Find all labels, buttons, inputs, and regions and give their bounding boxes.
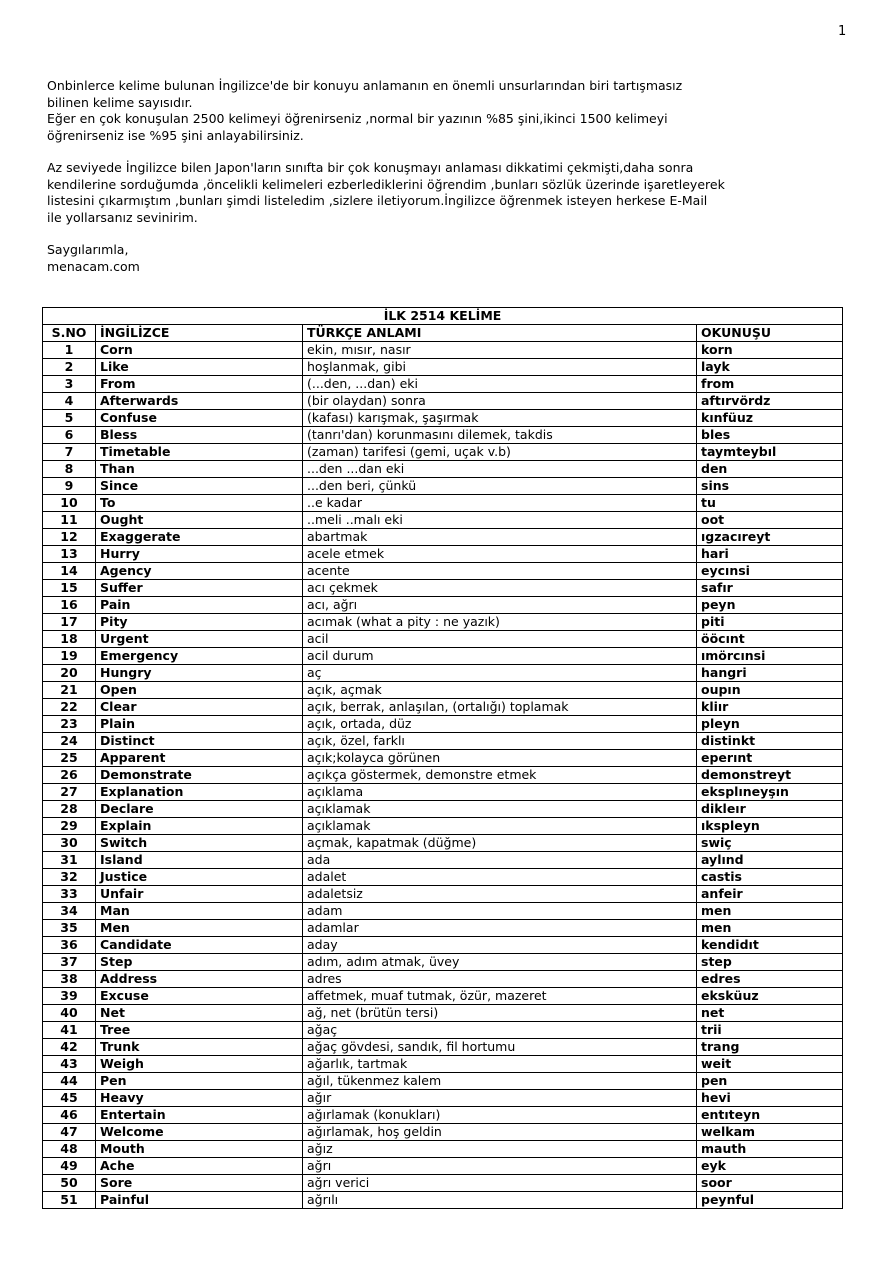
cell-pronunciation: demonstreyt [697,767,843,784]
cell-number: 12 [43,529,96,546]
table-row [43,920,843,937]
cell-pronunciation: ımörcınsi [697,648,843,665]
cell-english: Confuse [96,410,303,427]
cell-turkish: affetmek, muaf tutmak, özür, mazeret [303,988,697,1005]
cell-english: Like [96,359,303,376]
cell-pronunciation: hevi [697,1090,843,1107]
cell-number: 23 [43,716,96,733]
cell-english: Plain [96,716,303,733]
cell-turkish: adam [303,903,697,920]
cell-pronunciation: men [697,920,843,937]
cell-turkish: açmak, kapatmak (düğme) [303,835,697,852]
signature [47,242,807,275]
cell-pronunciation: soor [697,1175,843,1192]
cell-turkish: adaletsiz [303,886,697,903]
cell-number: 29 [43,818,96,835]
cell-turkish: acı çekmek [303,580,697,597]
cell-turkish: ağ, net (brütün tersi) [303,1005,697,1022]
cell-number: 50 [43,1175,96,1192]
table-row [43,359,843,376]
table-row [43,852,843,869]
cell-english: Since [96,478,303,495]
table-row [43,937,843,954]
table-row [43,971,843,988]
table-row [43,444,843,461]
cell-english: Trunk [96,1039,303,1056]
signature-greeting: Saygılarımla, [47,242,129,257]
cell-number: 36 [43,937,96,954]
cell-number: 28 [43,801,96,818]
table-row [43,801,843,818]
cell-number: 26 [43,767,96,784]
cell-number: 25 [43,750,96,767]
cell-number: 7 [43,444,96,461]
cell-pronunciation: hari [697,546,843,563]
cell-english: Corn [96,342,303,359]
cell-turkish: ağaç gövdesi, sandık, fil hortumu [303,1039,697,1056]
cell-english: Justice [96,869,303,886]
cell-turkish: (bir olaydan) sonra [303,393,697,410]
cell-number: 14 [43,563,96,580]
table-row [43,886,843,903]
cell-turkish: acente [303,563,697,580]
cell-turkish: adamlar [303,920,697,937]
cell-pronunciation: step [697,954,843,971]
cell-turkish: açık, ortada, düz [303,716,697,733]
cell-pronunciation: bles [697,427,843,444]
intro-line: ile yollarsanız sevinirim. [47,209,198,225]
cell-english: Painful [96,1192,303,1209]
table-body [43,342,843,1209]
cell-turkish: ...den ...dan eki [303,461,697,478]
cell-english: Urgent [96,631,303,648]
cell-turkish: ağıl, tükenmez kalem [303,1073,697,1090]
cell-english: Open [96,682,303,699]
intro-line: Eğer en çok konuşulan 2500 kelimeyi öğrenirseniz ,normal bir yazının %85 şini,ikinci 1500 kelimeyi [47,111,668,126]
cell-pronunciation: trii [697,1022,843,1039]
table-row [43,512,843,529]
cell-turkish: acil [303,631,697,648]
cell-number: 45 [43,1090,96,1107]
table-row [43,784,843,801]
table-row [43,1022,843,1039]
cell-number: 4 [43,393,96,410]
cell-pronunciation: korn [697,342,843,359]
cell-pronunciation: mauth [697,1141,843,1158]
table-row [43,427,843,444]
cell-pronunciation: tu [697,495,843,512]
cell-number: 10 [43,495,96,512]
table-row [43,478,843,495]
table-row [43,1158,843,1175]
cell-pronunciation: kınfüuz [697,410,843,427]
cell-english: Net [96,1005,303,1022]
cell-number: 47 [43,1124,96,1141]
cell-english: Agency [96,563,303,580]
cell-english: Men [96,920,303,937]
cell-turkish: ağarlık, tartmak [303,1056,697,1073]
header-sno: S.NO [43,325,96,342]
cell-turkish: açık, açmak [303,682,697,699]
cell-number: 34 [43,903,96,920]
cell-pronunciation: aylınd [697,852,843,869]
table-row [43,1056,843,1073]
cell-number: 49 [43,1158,96,1175]
intro-line: listesini çıkarmıştım ,bunları şimdi listeledim ,sizlere iletiyorum.İngilizce öğrenmek isteyen herkese E-Mail [47,193,708,208]
cell-pronunciation: eperınt [697,750,843,767]
table-row [43,1005,843,1022]
cell-number: 38 [43,971,96,988]
cell-english: Unfair [96,886,303,903]
cell-english: Hurry [96,546,303,563]
table-row [43,1175,843,1192]
cell-turkish: ağız [303,1141,697,1158]
table-row [43,767,843,784]
cell-english: Mouth [96,1141,303,1158]
cell-english: Pain [96,597,303,614]
cell-english: Exaggerate [96,529,303,546]
cell-number: 48 [43,1141,96,1158]
cell-number: 22 [43,699,96,716]
cell-turkish: ağrılı [303,1192,697,1209]
cell-number: 27 [43,784,96,801]
cell-english: Bless [96,427,303,444]
cell-pronunciation: pleyn [697,716,843,733]
cell-turkish: ağaç [303,1022,697,1039]
intro-paragraph-1 [47,78,807,144]
cell-english: Pity [96,614,303,631]
cell-number: 19 [43,648,96,665]
table-row [43,597,843,614]
cell-pronunciation: oot [697,512,843,529]
signature-site: menacam.com [47,258,140,274]
cell-number: 31 [43,852,96,869]
table-row [43,546,843,563]
table-row [43,563,843,580]
cell-pronunciation: ıgzacıreyt [697,529,843,546]
cell-english: Distinct [96,733,303,750]
cell-pronunciation: castis [697,869,843,886]
cell-number: 40 [43,1005,96,1022]
cell-turkish: hoşlanmak, gibi [303,359,697,376]
table-row [43,1141,843,1158]
cell-turkish: ada [303,852,697,869]
cell-english: Ache [96,1158,303,1175]
cell-pronunciation: safır [697,580,843,597]
table-row [43,818,843,835]
cell-english: Suffer [96,580,303,597]
table-row [43,750,843,767]
intro-line: bilinen kelime sayısıdır. [47,94,193,110]
cell-english: Sore [96,1175,303,1192]
cell-english: Than [96,461,303,478]
cell-pronunciation: peynful [697,1192,843,1209]
cell-turkish: adres [303,971,697,988]
cell-pronunciation: swiç [697,835,843,852]
table-row [43,835,843,852]
cell-pronunciation: weit [697,1056,843,1073]
table-row [43,393,843,410]
cell-english: Island [96,852,303,869]
cell-turkish: açıkça göstermek, demonstre etmek [303,767,697,784]
table-row [43,1039,843,1056]
table-title-row [43,308,843,325]
cell-english: Man [96,903,303,920]
cell-pronunciation: sins [697,478,843,495]
cell-pronunciation: entıteyn [697,1107,843,1124]
table-row [43,376,843,393]
cell-number: 46 [43,1107,96,1124]
cell-turkish: acımak (what a pity : ne yazık) [303,614,697,631]
cell-number: 33 [43,886,96,903]
cell-turkish: açıklamak [303,801,697,818]
cell-turkish: açıklamak [303,818,697,835]
table-row [43,665,843,682]
table-row [43,614,843,631]
table-row [43,1124,843,1141]
cell-turkish: açıklama [303,784,697,801]
cell-english: Heavy [96,1090,303,1107]
cell-english: Step [96,954,303,971]
cell-pronunciation: trang [697,1039,843,1056]
table-row [43,716,843,733]
cell-number: 39 [43,988,96,1005]
cell-turkish: acil durum [303,648,697,665]
cell-number: 24 [43,733,96,750]
cell-pronunciation: oupın [697,682,843,699]
cell-pronunciation: peyn [697,597,843,614]
table-header-row [43,325,843,342]
intro-line: Onbinlerce kelime bulunan İngilizce'de bir konuyu anlamanın en önemli unsurlarından biri tartışmasız [47,78,683,93]
cell-pronunciation: aftırvördz [697,393,843,410]
intro-line: öğrenirseniz ise %95 şini anlayabilirsiniz. [47,127,304,143]
cell-pronunciation: dikleır [697,801,843,818]
cell-turkish: ağır [303,1090,697,1107]
cell-pronunciation: ööcınt [697,631,843,648]
cell-english: Pen [96,1073,303,1090]
page-number: 1 [838,24,847,39]
intro-paragraph-2 [47,160,807,226]
cell-number: 3 [43,376,96,393]
table-row [43,733,843,750]
cell-turkish: aç [303,665,697,682]
cell-english: Apparent [96,750,303,767]
cell-number: 8 [43,461,96,478]
table-row [43,1090,843,1107]
cell-english: Afterwards [96,393,303,410]
cell-number: 43 [43,1056,96,1073]
cell-english: Explain [96,818,303,835]
cell-number: 6 [43,427,96,444]
cell-turkish: (tanrı'dan) korunmasını dilemek, takdis [303,427,697,444]
cell-turkish: ..meli ..malı eki [303,512,697,529]
cell-english: To [96,495,303,512]
cell-number: 44 [43,1073,96,1090]
cell-english: Entertain [96,1107,303,1124]
cell-english: Emergency [96,648,303,665]
cell-turkish: ağırlamak (konukları) [303,1107,697,1124]
header-pronunciation: OKUNUŞU [697,325,843,342]
cell-number: 37 [43,954,96,971]
table-row [43,699,843,716]
cell-pronunciation: taymteybıl [697,444,843,461]
cell-english: Weigh [96,1056,303,1073]
cell-turkish: açık, berrak, anlaşılan, (ortalığı) toplamak [303,699,697,716]
cell-number: 11 [43,512,96,529]
cell-turkish: (kafası) karışmak, şaşırmak [303,410,697,427]
cell-pronunciation: hangri [697,665,843,682]
table-row [43,1073,843,1090]
table-row [43,648,843,665]
table-row [43,461,843,478]
intro-text [47,78,807,291]
cell-turkish: açık;kolayca görünen [303,750,697,767]
cell-english: Tree [96,1022,303,1039]
table-row [43,1107,843,1124]
table-row [43,988,843,1005]
table-row [43,682,843,699]
cell-turkish: acele etmek [303,546,697,563]
cell-english: Welcome [96,1124,303,1141]
cell-number: 9 [43,478,96,495]
cell-number: 51 [43,1192,96,1209]
cell-pronunciation: layk [697,359,843,376]
cell-english: Demonstrate [96,767,303,784]
cell-turkish: ...den beri, çünkü [303,478,697,495]
cell-english: Hungry [96,665,303,682]
table-row [43,1192,843,1209]
vocabulary-table [42,307,843,1209]
table-row [43,631,843,648]
cell-pronunciation: ıkspleyn [697,818,843,835]
cell-pronunciation: eksküuz [697,988,843,1005]
cell-english: Excuse [96,988,303,1005]
cell-number: 18 [43,631,96,648]
cell-pronunciation: welkam [697,1124,843,1141]
table-row [43,529,843,546]
cell-turkish: ..e kadar [303,495,697,512]
table-row [43,342,843,359]
cell-pronunciation: den [697,461,843,478]
cell-number: 20 [43,665,96,682]
cell-pronunciation: distinkt [697,733,843,750]
cell-number: 42 [43,1039,96,1056]
table-row [43,580,843,597]
cell-number: 5 [43,410,96,427]
cell-turkish: adalet [303,869,697,886]
cell-pronunciation: pen [697,1073,843,1090]
cell-english: Ought [96,512,303,529]
cell-number: 17 [43,614,96,631]
cell-number: 15 [43,580,96,597]
table-row [43,954,843,971]
cell-pronunciation: kendidıt [697,937,843,954]
cell-number: 21 [43,682,96,699]
cell-turkish: aday [303,937,697,954]
table-row [43,495,843,512]
cell-english: Switch [96,835,303,852]
cell-turkish: abartmak [303,529,697,546]
cell-pronunciation: eycınsi [697,563,843,580]
cell-turkish: (zaman) tarifesi (gemi, uçak v.b) [303,444,697,461]
table-title: İLK 2514 KELİME [43,308,843,325]
cell-turkish: ekin, mısır, nasır [303,342,697,359]
cell-turkish: ağrı [303,1158,697,1175]
cell-pronunciation: eksplıneyşın [697,784,843,801]
table-row [43,869,843,886]
cell-turkish: adım, adım atmak, üvey [303,954,697,971]
cell-pronunciation: edres [697,971,843,988]
cell-number: 41 [43,1022,96,1039]
cell-turkish: (...den, ...dan) eki [303,376,697,393]
cell-turkish: açık, özel, farklı [303,733,697,750]
cell-pronunciation: net [697,1005,843,1022]
cell-number: 30 [43,835,96,852]
cell-english: Timetable [96,444,303,461]
table-row [43,410,843,427]
cell-number: 2 [43,359,96,376]
cell-pronunciation: kliır [697,699,843,716]
cell-english: Candidate [96,937,303,954]
cell-number: 1 [43,342,96,359]
cell-turkish: ağrı verici [303,1175,697,1192]
cell-turkish: acı, ağrı [303,597,697,614]
cell-pronunciation: from [697,376,843,393]
header-english: İNGİLİZCE [96,325,303,342]
cell-number: 35 [43,920,96,937]
cell-turkish: ağırlamak, hoş geldin [303,1124,697,1141]
cell-english: Clear [96,699,303,716]
cell-number: 13 [43,546,96,563]
cell-number: 32 [43,869,96,886]
cell-number: 16 [43,597,96,614]
cell-pronunciation: men [697,903,843,920]
cell-english: Address [96,971,303,988]
cell-english: Explanation [96,784,303,801]
header-turkish: TÜRKÇE ANLAMI [303,325,697,342]
table-row [43,903,843,920]
intro-line: Az seviyede İngilizce bilen Japon'ların sınıfta bir çok konuşmayı anlaması dikkatimi çekmişti,daha sonra [47,160,694,175]
cell-english: Declare [96,801,303,818]
cell-pronunciation: eyk [697,1158,843,1175]
cell-pronunciation: piti [697,614,843,631]
cell-pronunciation: anfeir [697,886,843,903]
intro-line: kendilerine sorduğumda ,öncelikli kelimeleri ezberlediklerini öğrendim ,bunları sözlük üzerinde işaretleyerek [47,176,725,192]
cell-english: From [96,376,303,393]
